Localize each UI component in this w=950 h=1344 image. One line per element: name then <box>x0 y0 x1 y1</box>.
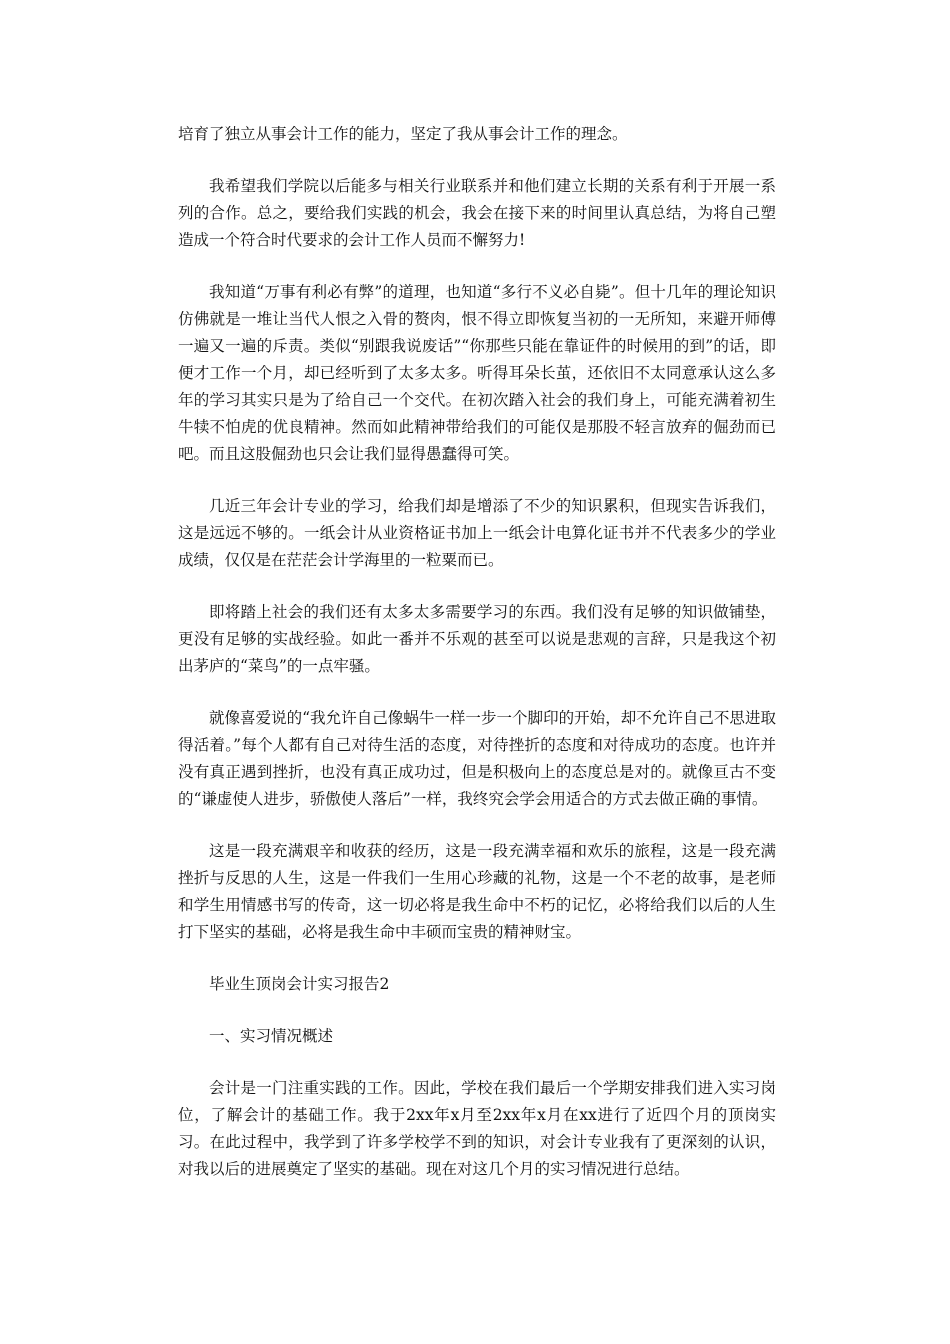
document-page <box>178 121 776 1208</box>
paragraph-three-years-study: 几近三年会计专业的学习，给我们却是增添了不少的知识累积，但现实告诉我们，这是远远不够的。一纸会计从业资格证书加上一纸会计电算化证书并不代表多少的学业成绩，仅仅是在茫茫会计学海里的一粒粟而已。 <box>178 497 776 569</box>
paragraph-continuation: 培育了独立从事会计工作的能力，坚定了我从事会计工作的理念。 <box>178 125 628 143</box>
report-title: 毕业生顶岗会计实习报告2 <box>209 975 390 993</box>
paragraph-experience-summary: 这是一段充满艰辛和收获的经历，这是一段充满幸福和欢乐的旅程，这是一段充满挫折与反思的人生，这是一件我们一生用心珍藏的礼物，这是一个不老的故事，是老师和学生用情感书写的传奇，这一切必将是我生命中不朽的记忆，必将给我们以后的人生打下坚实的基础，必将是我生命中丰硕而宝贵的精神财宝。 <box>178 842 776 941</box>
paragraph-entering-society: 即将踏上社会的我们还有太多太多需要学习的东西。我们没有足够的知识做铺垫，更没有足够的实战经验。如此一番并不乐观的甚至可以说是悲观的言辞，只是我这个初出茅庐的“菜鸟”的一点牢骚。 <box>178 603 776 675</box>
paragraph-internship-overview: 会计是一门注重实践的工作。因此，学校在我们最后一个学期安排我们进入实习岗位，了解会计的基础工作。我于2xx年x月至2xx年x月在xx进行了近四个月的顶岗实习。在此过程中，我学到了许多学校学不到的知识，对会计专业我有了更深刻的认识，对我以后的进展奠定了坚实的基础。现在对这几个月的实习情况进行总结。 <box>178 1079 776 1178</box>
paragraph-theory-knowledge: 我知道“万事有利必有弊”的道理，也知道“多行不义必自毙”。但十几年的理论知识仿佛就是一堆让当代人恨之入骨的赘肉，恨不得立即恢复当初的一无所知，来避开师傅一遍又一遍的斥责。类似“别跟我说废话”“你那些只能在靠证件的时候用的到”的话，即便才工作一个月，却已经听到了太多太多。听得耳朵长茧，还依旧不太同意承认这么多年的学习其实只是为了给自己一个交代。在初次踏入社会的我们身上，可能充满着初生牛犊不怕虎的优良精神。然而如此精神带给我们的可能仅是那股不轻言放弃的倔劲而已吧。而且这股倔劲也只会让我们显得愚蠢得可笑。 <box>178 283 776 463</box>
paragraph-cooperation: 我希望我们学院以后能多与相关行业联系并和他们建立长期的关系有利于开展一系列的合作。总之，要给我们实践的机会，我会在接下来的时间里认真总结，为将自己塑造成一个符合时代要求的会计工作人员而不懈努力! <box>178 177 776 249</box>
paragraph-attitude: 就像喜爱说的“我允许自己像蜗牛一样一步一个脚印的开始，却不允许自己不思进取得活着。”每个人都有自己对待生活的态度，对待挫折的态度和对待成功的态度。也许并没有真正遇到挫折，也没有真正成功过，但是积极向上的态度总是对的。就像亘古不变的“谦虚使人进步，骄傲使人落后”一样，我终究会学会用适合的方式去做正确的事情。 <box>178 709 776 808</box>
section-heading: 一、实习情况概述 <box>209 1027 334 1045</box>
